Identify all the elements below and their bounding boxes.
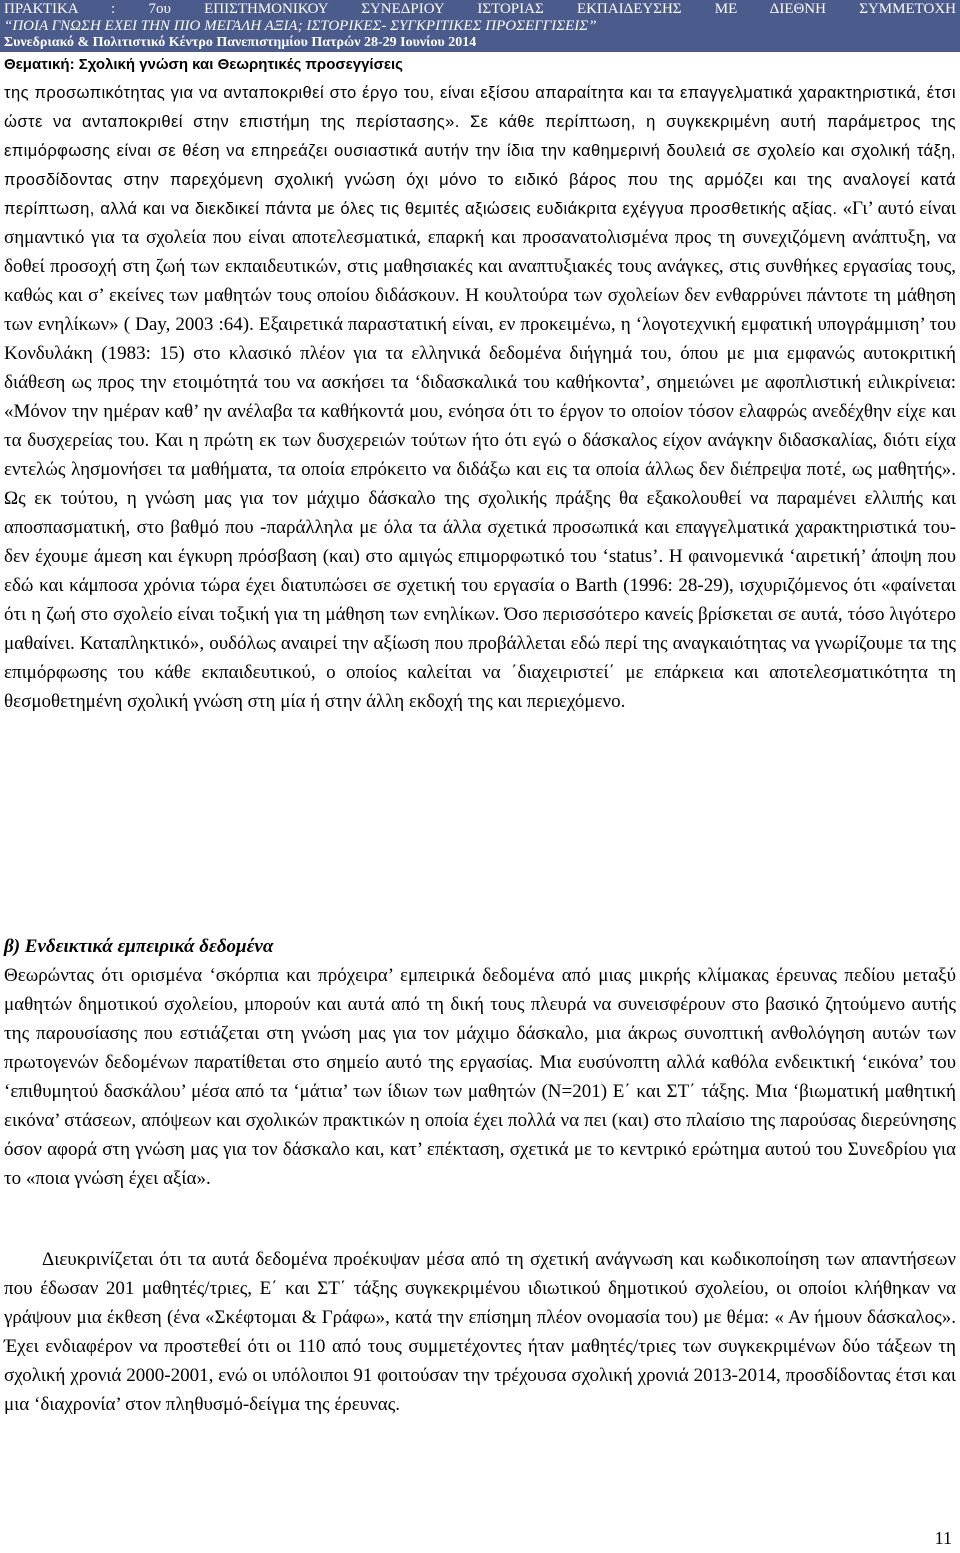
body-paragraph-1 xyxy=(4,78,956,716)
body-paragraph-3: Διευκρινίζεται ότι τα αυτά δεδομένα προέκυψαν μέσα από τη σχετική ανάγνωση και κωδικοποίηση των απαντήσεων που έδωσαν 201 μαθητές/τριες, Ε΄ και ΣΤ΄ τάξης συγκεκριμένου ιδιωτικού δημοτικού σχολείου, οι οποίοι κλήθηκαν να γράψουν μια έκθεση (ένα «Σκέφτομαι & Γράφω», κατά την επίσημη πλέον ονομασία του) με θέμα: « Αν ήμουν δάσκαλος». Έχει ενδιαφέρον να προστεθεί ότι οι 110 από τους συμμετέχοντες ήταν μαθητές/τριες των συγκεκριμένων δύο τάξεων τη σχολική χρονιά 2000-2001, ενώ οι υπόλοιποι 91 φοιτούσαν την τρέχουσα σχολική χρονιά 2013-2014, προσδίδοντας έτσι και μια ‘διαχρονία’ στον πληθυσμό-δείγμα της έρευνας. xyxy=(4,1249,956,1415)
paragraph-1-sans-text: της προσωπικότητας για να ανταποκριθεί στο έργο του, είναι εξίσου απαραίτητα και τα επαγγελματικά χαρακτηριστικά, έτσι ώστε να ανταποκριθεί στην επιστήμη της περίστασης». Σε κάθε περίπτωση, η συγκεκριμένη αυτή παράμετρος της επιμόρφωσης είναι σε θέση να επηρεάζει ουσιαστικά αυτήν την ίδια την καθημερινή δουλειά σε σχολείο και σχολική τάξη, προσδίδοντας στην παρεχόμενη σχολική γνώση όχι μόνο το ειδικό βάρος που της αρμόζει και της αναλογεί κατά περίπτωση, αλλά και να διεκδικεί πάντα με όλες τις θεμιτές αξιώσεις ευδιάκριτα εχέγγυα προσθετικής αξίας. xyxy=(4,83,956,218)
body-paragraph-2: Θεωρώντας ότι ορισμένα ‘σκόρπια και πρόχειρα’ εμπειρικά δεδομένα από μιας μικρής κλίμακας έρευνας πεδίου μεταξύ μαθητών δημοτικού σχολείου, μπορούν και αυτά από τη δική τους πλευρά να συνεισφέρουν στο βασικό ζητούμενο αυτής της παρουσίασης που εστιάζεται στη γνώση μας για τον μάχιμο δάσκαλο, μια άκρως συνοπτική ανθολόγηση αυτών των πρωτογενών δεδομένων παρατίθεται στο σημείο αυτό της εργασίας. Μια ευσύνοπτη αλλά καθόλα ενδεικτική ‘εικόνα’ του ‘επιθυμητού δασκάλου’ μέσα από τα ‘μάτια’ των ίδιων των μαθητών (Ν=201) Ε΄ και ΣΤ΄ τάξης. Μια ‘βιωματική μαθητική εικόνα’ στάσεων, απόψεων και σχολικών πρακτικών η οποία έχει πολλά να πει (και) στο πλαίσιο της παρούσας διερεύνησης όσον αφορά στη γνώση μας για τον δάσκαλο και, κατ’ επέκταση, σχετικά με το κεντρικό ερώτημα αυτού του Συνεδρίου για το «ποια γνώση έχει αξία». xyxy=(4,965,956,1189)
header-proceedings-title: ΠΡΑΚΤΙΚΑ : 7ου ΕΠΙΣΤΗΜΟΝΙΚΟΥ ΣΥΝΕΔΡΙΟΥ ΙΣΤΟΡΙΑΣ ΕΚΠΑΙΔΕΥΣΗΣ ΜΕ ΔΙΕΘΝΗ ΣΥΜΜΕΤΟΧΗ xyxy=(4,1,956,17)
header-venue-date: Συνεδριακό & Πολιτιστικό Κέντρο Πανεπιστημίου Πατρών 28-29 Ιουνίου 2014 xyxy=(4,35,477,50)
paragraph-1-serif-text: «Γι’ αυτό είναι σημαντικό για τα σχολεία που είναι αποτελεσματικά, επαρκή και προσανατολισμένα προς τη συνεχιζόμενη ανάπτυξη, να δοθεί προσοχή στη ζωή των εκπαιδευτικών, στις μαθησιακές και αναπτυξιακές τους ανάγκες, στις συνθήκες εργασίας τους, καθώς και σ’ εκείνες των μαθητών τους οποίου διδάσκουν. Η κουλτούρα των σχολείων δεν ενθαρρύνει πάντοτε τη μάθηση των ενηλίκων» ( Day, 2003 :64). Εξαιρετικά παραστατική είναι, εν προκειμένω, η ‘λογοτεχνική εμφατική υπογράμμιση’ του Κονδυλάκη (1983: 15) στο κλασικό πλέον για τα ελληνικά δεδομένα διήγημά του, όπου με μια εμφανώς αυτοκριτική διάθεση ως προς την ετοιμότητά του να ασκήσει τα ‘διδασκαλικά του καθήκοντα’, σημειώνει με αφοπλιστική ειλικρίνεια: «Μόνον την ημέραν καθ’ ην ανέλαβα τα καθήκοντά μου, ενόησα ότι το έργον το οποίον τόσον ελαφρώς ανεδέχθην είχε και τα δυσχερείας του. Και η πρώτη εκ των δυσχερειών τούτων ήτο ότι εγώ ο δάσκαλος είχον ανάγκην διδασκαλίας, διότι είχα εντελώς λησμονήσει τα μαθήματα, τα οποία επρόκειτο να διδάξω και εις τα οποία άλλως δεν διέπρεψα ποτέ, ως μαθητής». Ως εκ τούτου, η γνώση μας για τον μάχιμο δάσκαλο της σχολικής πράξης θα εξακολουθεί να παραμένει ελλιπής και αποσπασματική, στο βαθμό που -παράλληλα με όλα τα άλλα σχετικά προσωπικά και επαγγελματικά χαρακτηριστικά του- δεν έχουμε άμεση και έγκυρη πρόσβαση (και) στο αμιγώς επιμορφωτικό του ‘status’. Η φαινομενικά ‘αιρετική’ άποψη που εδώ και κάμποσα χρόνια τώρα έχει διατυπώσει σε σχετική του εργασία ο Barth (1996: 28-29), ισχυριζόμενος ότι «φαίνεται ότι η ζωή στο σχολείο είναι τοξική για τη μάθηση των ενηλίκων. Όσο περισσότερο κανείς βρίσκεται σε αυτά, τόσο λιγότερο μαθαίνει. Καταπληκτικό», ουδόλως αναιρεί την αξίωση που προβάλλεται εδώ περί της αναγκαιότητας να γνωρίζουμε τα της επιμόρφωσης του κάθε εκπαιδευτικού, ο οποίος καλείται να ΄διαχειριστεί΄ με επάρκεια και αποτελεσματικότητα τη θεσμοθετημένη σχολική γνώση στη μία ή στην άλλη εκδοχή της και περιεχόμενο. xyxy=(4,198,956,712)
conference-header xyxy=(0,0,960,52)
section-heading: β) Ενδεικτικά εμπειρικά δεδομένα xyxy=(4,936,274,957)
page-number: 11 xyxy=(934,1528,952,1548)
thematic-section-label: Θεματική: Σχολική γνώση και Θεωρητικές προσεγγίσεις xyxy=(4,56,403,73)
header-conference-theme: “ΠΟΙΑ ΓΝΩΣΗ ΕΧΕΙ ΤΗΝ ΠΙΟ ΜΕΓΑΛΗ ΑΞΙΑ; ΙΣΤΟΡΙΚΕΣ- ΣΥΓΚΡΙΤΙΚΕΣ ΠΡΟΣΕΓΓΙΣΕΙΣ” xyxy=(4,18,597,34)
